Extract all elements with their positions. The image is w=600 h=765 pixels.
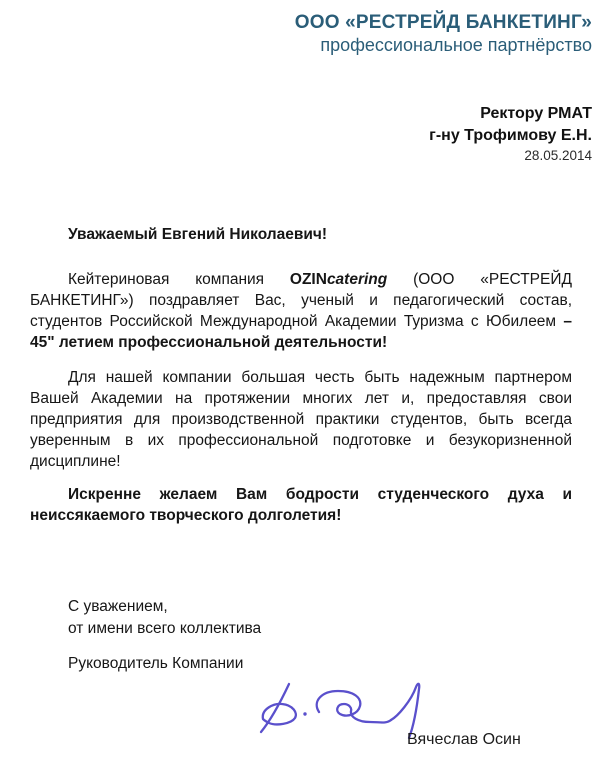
- closing-on-behalf: от имени всего коллектива: [68, 620, 262, 637]
- signer-title: Руководитель Компании: [68, 655, 244, 672]
- letter-date: 28.05.2014: [524, 148, 592, 163]
- recipient-name: г-ну Трофимову Е.Н.: [429, 127, 592, 144]
- brand-name-bold: OZIN: [289, 271, 327, 288]
- paragraph1-start: Кейтериновая компания: [68, 271, 290, 288]
- salutation: Уважаемый Евгений Николаевич!: [68, 226, 328, 243]
- brand-name-italic: catering: [326, 271, 388, 288]
- closing-regards: С уважением,: [68, 598, 168, 615]
- paragraph-wishes: Искренне желаем Вам бодрости студенческого духа и неиссякаемого творческого долголетия!: [30, 486, 572, 524]
- recipient-role: Ректору РМАТ: [480, 105, 592, 122]
- company-tagline: профессиональное партнёрство: [320, 35, 592, 55]
- letter-body: [30, 224, 572, 526]
- signer-name: Вячеслав Осин: [407, 731, 521, 748]
- handwritten-signature-icon: [248, 673, 428, 753]
- paragraph-partnership: Для нашей компании большая честь быть надежным партнером Вашей Академии на протяжении многих лет и, предоставляя свои предприятия для производственной практики студентов, быть всегда уверенным в их профессиональной подготовке и безукоризненной дисциплине!: [30, 369, 572, 470]
- closing-block: [68, 596, 261, 675]
- company-name: ООО «РЕСТРЕЙД БАНКЕТИНГ»: [294, 12, 592, 33]
- letterhead: [295, 11, 592, 56]
- paragraph1-bold-end: – 45" летием профессиональной деятельности!: [30, 313, 572, 351]
- paragraph1-middle: (ООО «РЕСТРЕЙД БАНКЕТИНГ») поздравляет Вас, ученый и педагогический состав, студентов Российской Международной Академии Туризма с Юбилеем: [30, 271, 572, 330]
- paragraph-congratulation: [30, 269, 572, 353]
- recipient-block: [429, 103, 592, 165]
